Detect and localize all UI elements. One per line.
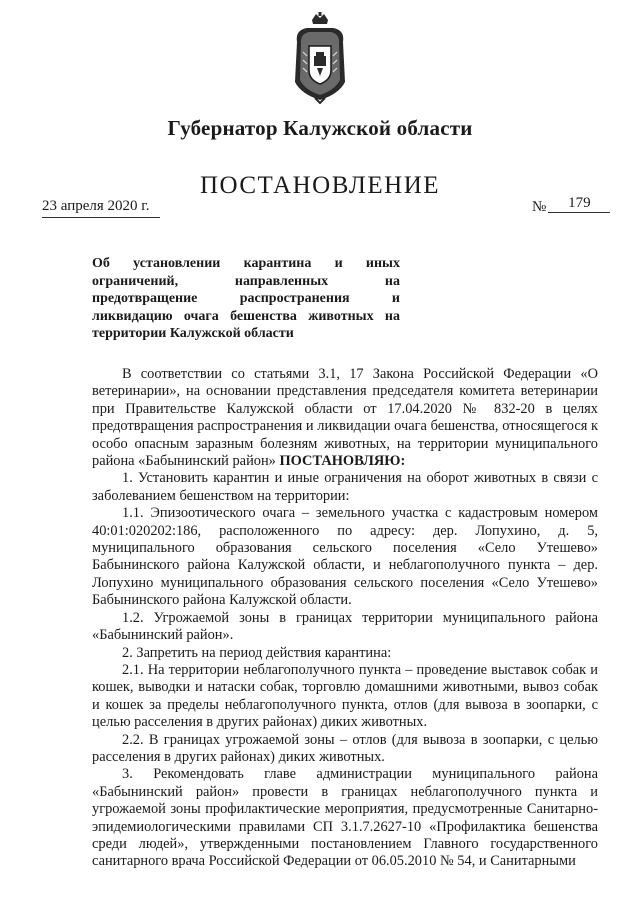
issuer-title: Губернатор Калужской области bbox=[167, 116, 473, 140]
decree-word: ПОСТАНОВЛЯЮ: bbox=[279, 453, 406, 470]
document-subject: Об установлении карантина и иных ограничений, направленных на предотвращение распространения и ликвидацию очага бешенства животных на территории Калужской области bbox=[92, 256, 400, 342]
number-value: 179 bbox=[548, 195, 610, 213]
document-number bbox=[532, 195, 610, 217]
document-date: 23 апреля 2020 г. bbox=[42, 198, 160, 218]
item-1-2: 1.2. Угрожаемой зоны в границах территории муниципального района «Бабынинский район». bbox=[92, 609, 598, 644]
item-2-2: 2.2. В границах угрожаемой зоны – отлов (для вывоза в зоопарки, с целью расселения в других районах) диких животных. bbox=[92, 731, 598, 765]
preamble-text: В соответствии со статьями 3.1, 17 Закона Российской Федерации «О ветеринарии», на основании представления председателя комитета ветеринарии при Правительстве Калужской области от 17.04.2020 № 832-20 в целях предотвращения распространения и ликвидации очага бешенства, относящегося к особо опасным заразным болезням животных, на территории муниципального района «Бабынинский район» bbox=[92, 366, 598, 470]
document-body bbox=[92, 366, 598, 871]
item-1-1: 1.1. Эпизоотического очага – земельного участка с кадастровым номером 40:01:020202:186, расположенного по адресу: дер. Лопухино, д. 5, муниципального образования сельского поселения «Село Утешево» Бабынинского района Калужской области, и неблагополучного пункта – дер. Лопухино муниципального образования сельского поселения «Село Утешево» Бабынинского района Калужской области. bbox=[92, 505, 598, 609]
preamble-paragraph bbox=[92, 366, 598, 470]
document-type-heading: ПОСТАНОВЛЕНИЕ bbox=[199, 172, 441, 199]
item-2: 2. Запретить на период действия карантина: bbox=[122, 644, 392, 661]
item-2-1: 2.1. На территории неблагополучного пункта – проведение выставок собак и кошек, выводки и натаски собак, торговлю домашними животными, вывоз собак и кошек за пределы неблагополучного пункта, отлов (для вывоза в зоопарки, с целью расселения в других районах) диких животных. bbox=[92, 661, 598, 731]
item-1: 1. Установить карантин и иные ограничения на оборот животных в связи с заболеванием бешенством на территории: bbox=[92, 470, 598, 504]
coat-of-arms-icon bbox=[289, 12, 351, 104]
number-label: № bbox=[532, 199, 547, 215]
item-3: 3. Рекомендовать главе администрации муниципального района «Бабынинский район» провести в границах неблагополучного пункта и угрожаемой зоны профилактические мероприятия, предусмотренные Санитарно-эпидемиологическими правилами СП 3.1.7.2627-10 «Профилактика бешенства среди людей», утвержденными постановлением Главного государственного санитарного врача Российской Федерации от 06.05.2010 № 54, и Санитарными bbox=[92, 766, 598, 870]
